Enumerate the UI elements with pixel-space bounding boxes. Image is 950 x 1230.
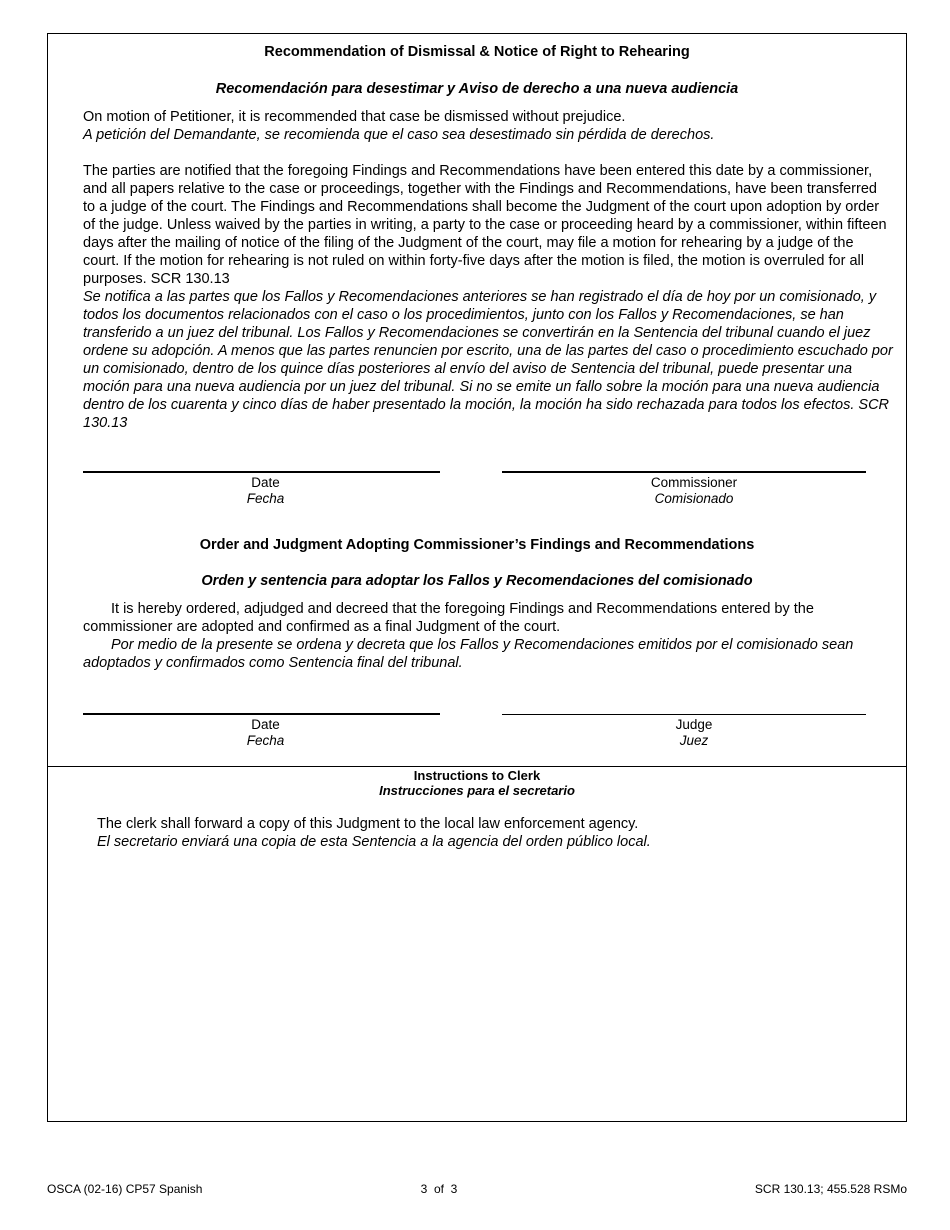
commissioner-label-en: Commissioner xyxy=(650,475,738,490)
footer-page-number: 3 of 3 xyxy=(420,1182,458,1196)
judge-date-label-en: Date xyxy=(251,717,280,732)
order-text xyxy=(83,600,893,672)
judge-label xyxy=(502,717,886,749)
section1-title: Recommendation of Dismissal & Notice of Right to Rehearing xyxy=(264,44,690,60)
commissioner-date-line[interactable] xyxy=(83,471,440,473)
judge-date-line[interactable] xyxy=(83,713,440,715)
section1-title-es: Recomendación para desestimar y Aviso de derecho a una nueva audiencia xyxy=(215,81,739,97)
motion-es: A petición del Demandante, se recomienda que el caso sea desestimado sin pérdida de derechos. xyxy=(83,127,715,143)
clerk-text-es: El secretario enviará una copia de esta Sentencia a la agencia del orden público local. xyxy=(97,834,651,850)
motion-text xyxy=(83,108,893,144)
notice-en: The parties are notified that the foregoing Findings and Recommendations have been entered this date by a commissioner, and all papers relative to the case or proceedings, together with the Findings and Recommendations, have been transferred to a judge of the court. The Findings and Recommendations shall become the Judgment of the court upon adoption by order of the judge. Unless waived by the parties in writing, a party to the case or proceeding heard by a commissioner, within fifteen days after the mailing of notice of the filing of the Judgment of the court, may file a motion for rehearing by a judge of the court. If the motion for rehearing is not ruled on within forty-five days after the motion is filed, the motion is overruled for all purposes. SCR 130.13 xyxy=(83,163,887,287)
judge-signature-line[interactable] xyxy=(502,714,866,715)
motion-en: On motion of Petitioner, it is recommended that case be dismissed without prejudice. xyxy=(83,109,626,125)
commissioner-date-label xyxy=(83,475,448,507)
clerk-text-en: The clerk shall forward a copy of this Judgment to the local law enforcement agency. xyxy=(97,816,639,832)
commissioner-label-es: Comisionado xyxy=(654,491,734,506)
clerk-text xyxy=(97,815,887,851)
form-frame xyxy=(47,33,907,1122)
order-es: Por medio de la presente se ordena y decreta que los Fallos y Recomendaciones emitidos por el comisionado sean adoptados y confirmados como Sentencia final del tribunal. xyxy=(83,637,854,671)
section2-title: Order and Judgment Adopting Commissioner’s Findings and Recommendations xyxy=(199,537,755,553)
judge-date-label xyxy=(83,717,448,749)
judge-label-en: Judge xyxy=(675,717,713,732)
order-en: It is hereby ordered, adjudged and decreed that the foregoing Findings and Recommendations entered by the commissioner are adopted and confirmed as a final Judgment of the court. xyxy=(83,601,814,635)
commissioner-signature-line[interactable] xyxy=(502,471,866,473)
notice-text xyxy=(83,162,893,432)
date-label-es: Fecha xyxy=(246,491,285,506)
notice-es: Se notifica a las partes que los Fallos y Recomendaciones anteriores se han registrado el día de hoy por un comisionado, y todos los documentos relacionados con el caso o los procedimientos, junto con los Fallos y Recomendaciones, se han transferido a un juez del tribunal. Los Fallos y Recomendaciones se convertirán en la Sentencia del tribunal cuando el juez ordene su adopción. A menos que las partes renuncien por escrito, una de las partes del caso o procedimiento escuchado por un comisionado, dentro de los quince días posteriores al envío del aviso de Sentencia del tribunal, puede presentar una moción para una nueva audiencia por un juez del tribunal. Si no se emite un fallo sobre la moción para una nueva audiencia dentro de los cuarenta y cinco días de haber presentado la moción, la moción ha sido rechazada para todos los efectos. SCR 130.13 xyxy=(83,289,893,431)
date-label: Date xyxy=(251,475,280,490)
commissioner-label xyxy=(502,475,886,507)
clerk-title-en: Instructions to Clerk xyxy=(413,768,541,783)
section2-title-es: Orden y sentencia para adoptar los Fallos y Recomendaciones del comisionado xyxy=(201,573,753,589)
footer-reference: SCR 130.13; 455.528 RSMo xyxy=(754,1182,907,1196)
clerk-title xyxy=(48,768,906,798)
clerk-title-es: Instrucciones para el secretario xyxy=(379,783,575,798)
judge-date-label-es: Fecha xyxy=(246,733,285,748)
footer-form-id: OSCA (02-16) CP57 Spanish xyxy=(47,1182,203,1196)
judge-label-es: Juez xyxy=(679,733,709,748)
clerk-divider xyxy=(48,766,906,767)
